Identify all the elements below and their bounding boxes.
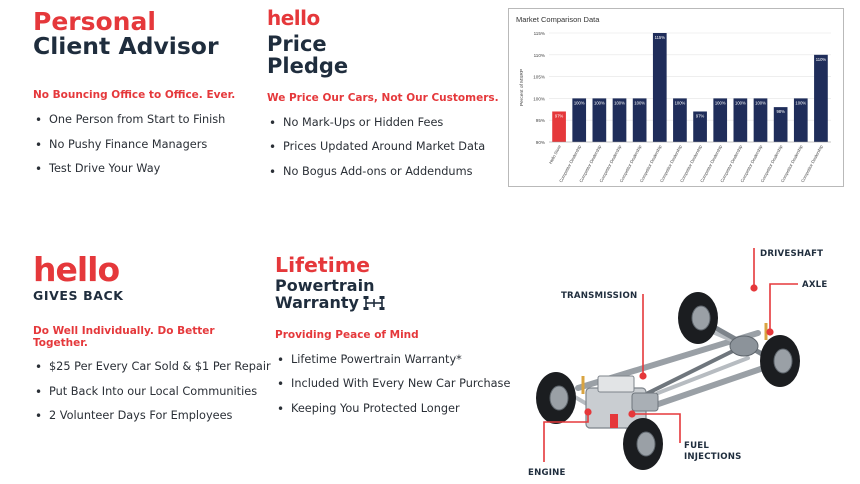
market-comparison-chart (508, 8, 844, 187)
y-tick-label: 105% (533, 74, 545, 80)
list-item: • Lifetime Powertrain Warranty* (275, 353, 515, 378)
advisor-panel (33, 8, 253, 187)
pledge-title-line1: Price (267, 31, 327, 56)
transmission-label: TRANSMISSION (561, 291, 638, 301)
bar-value-label: 97% (695, 113, 705, 119)
bar-value-label: 100% (674, 100, 686, 106)
warranty-panel (275, 254, 515, 426)
advisor-tagline: No Bouncing Office to Office. Ever. (33, 89, 236, 102)
warranty-title-line1: Lifetime (275, 253, 371, 277)
list-item: • Test Drive Your Way (33, 162, 253, 187)
gives-back-bullet-list (33, 360, 273, 434)
bar-value-label: 100% (755, 100, 766, 106)
pledge-tagline: We Price Our Cars, Not Our Customers. (267, 91, 499, 104)
wheel-rear-right (760, 335, 800, 387)
gives-back-subtitle: GIVES BACK (33, 287, 124, 303)
x-tick-label: Competitor Dealership (739, 144, 764, 184)
warranty-title-line3: Warranty (275, 293, 359, 313)
chart-canvas (509, 9, 845, 188)
fuel-injections-label-line1: FUEL (684, 441, 709, 451)
powertrain-diagram (508, 238, 858, 484)
bar-value-label: 97% (554, 113, 564, 119)
driveshaft-label: DRIVESHAFT (760, 249, 824, 259)
pledge-bullet-list (267, 116, 507, 190)
pledge-logo: hello (267, 6, 320, 30)
advisor-title-line1: Personal (33, 7, 156, 36)
y-tick-label: 90% (535, 140, 545, 145)
list-item: • Keeping You Protected Longer (275, 402, 515, 427)
x-tick-label: Competitor Dealership (658, 144, 683, 184)
gives-back-logo: hello (33, 250, 120, 289)
warranty-tagline: Providing Peace of Mind (275, 328, 419, 341)
wheel-front-right (623, 418, 663, 470)
list-item: • 2 Volunteer Days For Employees (33, 409, 273, 434)
x-tick-label: Competitor Dealership (578, 144, 603, 184)
pledge-panel (267, 8, 507, 189)
bar-value-label: 100% (593, 100, 605, 106)
bar-value-label: 100% (573, 100, 585, 106)
bar-value-label: 110% (815, 56, 827, 62)
list-item: • No Bogus Add-ons or Addendums (267, 165, 507, 190)
gives-back-tagline: Do Well Individually. Do Better Together. (33, 325, 215, 350)
x-tick-label: Competitor Dealership (799, 144, 824, 184)
y-axis-label: Percent of MSRP (520, 68, 525, 107)
y-tick-label: 95% (535, 118, 545, 124)
x-tick-label: Competitor Dealership (558, 144, 583, 184)
list-item: • $25 Per Every Car Sold & $1 Per Repair (33, 360, 273, 385)
y-tick-label: 110% (533, 52, 545, 58)
list-item: • No Pushy Finance Managers (33, 138, 253, 163)
fuel-injections-label-line2: INJECTIONS (684, 452, 742, 462)
y-tick-label: 100% (533, 96, 545, 102)
bar-value-label: 98% (776, 109, 785, 115)
bar-value-label: 115% (654, 35, 665, 40)
x-tick-label: Competitor Dealership (699, 144, 724, 184)
x-tick-label: Competitor Dealership (759, 144, 784, 184)
warranty-title-line2: Powertrain (275, 276, 375, 296)
x-tick-label: Competitor Dealership (618, 144, 643, 184)
list-item: • One Person from Start to Finish (33, 113, 253, 138)
car-chassis-illustration (508, 238, 858, 484)
bar-value-label: 100% (714, 100, 726, 106)
gives-back-panel (33, 252, 273, 434)
x-tick-label: Hello Store (547, 144, 562, 165)
chart-bar (814, 55, 828, 142)
advisor-title-line2: Client Advisor (33, 32, 219, 60)
bar-value-label: 100% (795, 100, 807, 106)
x-tick-label: Competitor Dealership (719, 144, 744, 184)
wheel-front-left (536, 372, 576, 424)
axle-label: AXLE (802, 280, 828, 290)
x-tick-label: Competitor Dealership (638, 144, 663, 184)
y-tick-label: 115% (533, 31, 545, 36)
x-tick-label: Competitor Dealership (678, 144, 703, 184)
pledge-title-line2: Pledge (267, 54, 349, 79)
list-item: • No Mark-Ups or Hidden Fees (267, 116, 507, 141)
list-item: • Put Back Into our Local Communities (33, 385, 273, 410)
list-item: • Prices Updated Around Market Data (267, 140, 507, 165)
bar-value-label: 100% (634, 100, 646, 106)
x-tick-label: Competitor Dealership (598, 144, 623, 184)
x-tick-label: Competitor Dealership (779, 144, 804, 184)
engine-label: ENGINE (528, 468, 566, 478)
wheel-rear-left (678, 292, 718, 344)
bar-value-label: 100% (614, 100, 625, 106)
powertrain-icon (363, 295, 385, 311)
list-item: • Included With Every New Car Purchase (275, 377, 515, 402)
advisor-bullet-list (33, 113, 253, 187)
chart-title: Market Comparison Data (516, 15, 600, 24)
chart-bar (653, 33, 667, 142)
bar-value-label: 100% (734, 100, 746, 106)
warranty-bullet-list (275, 353, 515, 427)
